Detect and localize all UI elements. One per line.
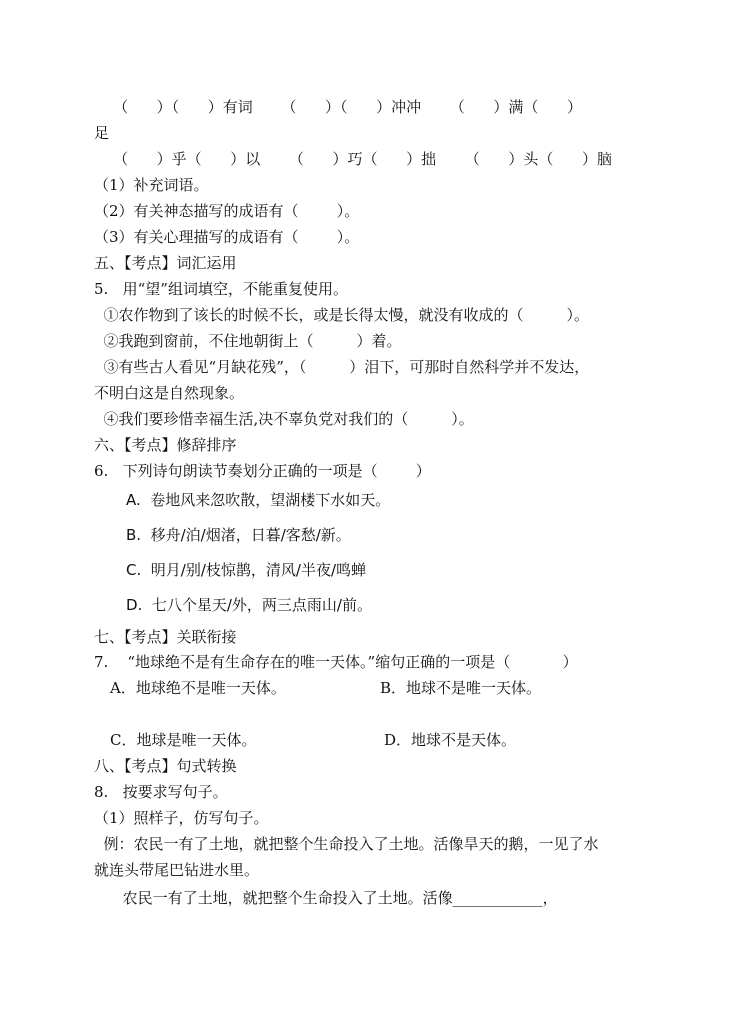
section-eight-heading: 八、【考点】句式转换 (94, 757, 237, 775)
idiom-blank-row-2: （ ）乎（ ）以 （ ）巧（ ）拙 （ ）头（ ）脑 (94, 150, 612, 168)
sub-question-2: （2）有关神态描写的成语有（ ）。 (94, 202, 360, 220)
section-seven-heading: 七、【考点】关联衔接 (94, 628, 237, 646)
question-8-answer-line: 农民一有了土地，就把整个生命投入了土地。活像____________， (94, 889, 558, 907)
sub-question-1: （1）补充词语。 (94, 176, 209, 194)
question-5-item-3-wrap: 不明白这是自然现象。 (94, 384, 245, 402)
question-7-option-b: B．地球不是唯一天体。 (380, 679, 542, 697)
section-six-heading: 六、【考点】修辞排序 (94, 436, 237, 454)
question-6-option-d: D. 七八个星天/外，两三点雨山/前。 (126, 596, 372, 614)
question-5-item-4: ④我们要珍惜幸福生活,决不辜负党对我们的（ ）。 (94, 410, 474, 428)
question-8-stem: 8. 按要求写句子。 (94, 783, 228, 801)
question-7-option-c: C．地球是唯一天体。 (110, 731, 257, 749)
question-5-item-2: ②我跑到窗前，不住地朝街上（ ）着。 (94, 332, 402, 350)
question-6-option-c: C. 明月/别/枝惊鹊，清风/半夜/鸣蝉 (126, 561, 366, 579)
question-7-option-a: A．地球绝不是唯一天体。 (110, 679, 286, 697)
question-6-stem: 6. 下列诗句朗读节奏划分正确的一项是（ ） (94, 462, 431, 480)
question-6-option-b: B. 移舟/泊/烟渚，日暮/客愁/新。 (126, 526, 351, 544)
question-7-stem: 7. “地球绝不是有生命存在的唯一天体。”缩句正确的一项是（ ） (94, 653, 578, 671)
idiom-blank-row-1-wrap: 足 (94, 124, 110, 142)
question-8-example-wrap: 就连头带尾巴钻进水里。 (94, 861, 260, 879)
sub-question-3: （3）有关心理描写的成语有（ ）。 (94, 228, 360, 246)
question-6-option-a: A. 卷地风来忽吹散，望湖楼下水如天。 (126, 491, 391, 509)
question-5-item-3: ③有些古人看见“月缺花残”，（ ）泪下，可那时自然科学并不发达， (94, 358, 590, 376)
question-5-stem: 5. 用“望”组词填空，不能重复使用。 (94, 280, 348, 298)
question-5-item-1: ①农作物到了该长的时候不长，或是长得太慢，就没有收成的（ ）。 (94, 306, 589, 324)
question-8-example: 例：农民一有了土地，就把整个生命投入了土地。活像旱天的鹅，一见了水 (94, 835, 599, 853)
section-five-heading: 五、【考点】词汇运用 (94, 254, 237, 272)
question-8-part-1: （1）照样子，仿写句子。 (94, 809, 269, 827)
question-7-option-d: D．地球不是天体。 (384, 731, 517, 749)
idiom-blank-row-1: （ ）（ ）有词 （ ）（ ）冲冲 （ ）满（ ） (94, 98, 582, 116)
